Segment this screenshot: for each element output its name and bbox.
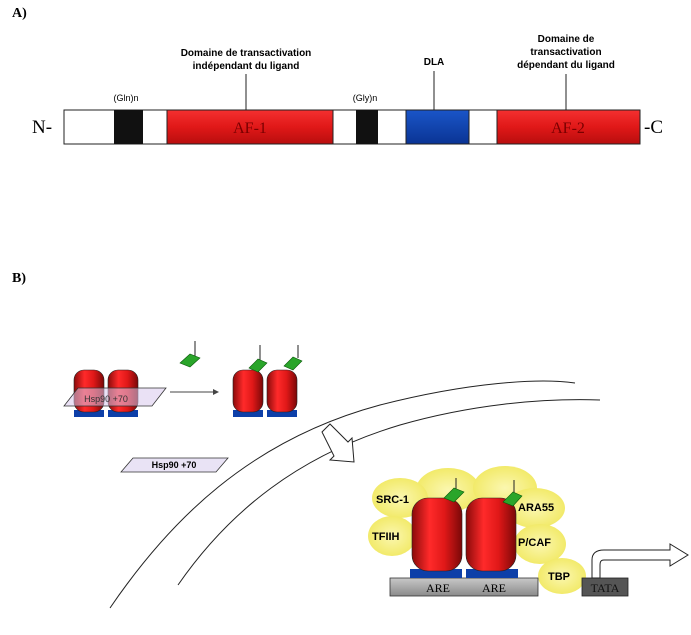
dla-domain bbox=[406, 110, 469, 144]
nuclear-entry-arrow bbox=[322, 424, 354, 462]
dla-label: DLA bbox=[423, 57, 445, 68]
af2-annotation-line3: dépendant du ligand bbox=[517, 60, 615, 71]
are-label-1: ARE bbox=[426, 581, 450, 595]
gln-label: (Gln)n bbox=[113, 93, 139, 103]
af1-annotation-line2: indépendant du ligand bbox=[192, 61, 300, 72]
panel-b-label: B) bbox=[12, 271, 26, 286]
n-terminus-label: N- bbox=[32, 117, 53, 138]
gln-block bbox=[114, 110, 143, 144]
af2-annotation-line2: transactivation bbox=[530, 47, 602, 58]
ara55-label: ARA55 bbox=[518, 502, 555, 514]
af1-annotation-line1: Domaine de transactivation bbox=[180, 48, 312, 59]
dna-strand bbox=[390, 578, 538, 596]
c-terminus-label: -C bbox=[644, 117, 663, 138]
af2-label: AF-2 bbox=[551, 120, 585, 137]
are-label-2: ARE bbox=[482, 581, 506, 595]
gly-label: (Gly)n bbox=[352, 93, 378, 103]
hsp-complex-label: Hsp90 +70 bbox=[84, 394, 128, 404]
activation-arrow-head bbox=[213, 389, 219, 395]
af1-label: AF-1 bbox=[233, 120, 267, 137]
tata-label: TATA bbox=[590, 581, 620, 595]
hsp-free-label: Hsp90 +70 bbox=[151, 460, 197, 470]
ligand-free bbox=[180, 341, 200, 367]
panel-a-label: A) bbox=[12, 6, 27, 21]
gly-block bbox=[356, 110, 378, 144]
tbp-label: TBP bbox=[548, 571, 570, 583]
tfiih-label: TFIIH bbox=[372, 531, 400, 543]
src1-label: SRC-1 bbox=[376, 494, 410, 506]
pcaf-label: P/CAF bbox=[518, 537, 551, 549]
transcription-arrow bbox=[592, 544, 688, 578]
liganded-receptor bbox=[233, 345, 302, 417]
af2-annotation-line1: Domaine de bbox=[537, 34, 595, 45]
